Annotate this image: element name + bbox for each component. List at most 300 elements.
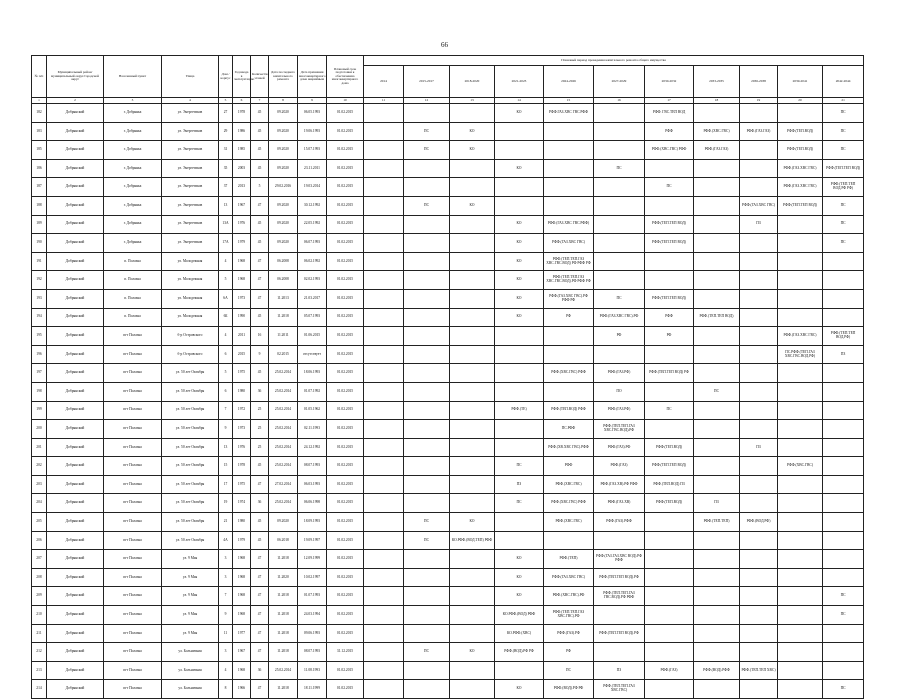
table-row — [32, 196, 864, 215]
table-row — [32, 364, 864, 383]
period-work-cell — [594, 141, 645, 160]
house-cell: 37 — [219, 178, 233, 197]
period-work-cell — [404, 234, 450, 253]
house-cell: 15 — [219, 457, 233, 476]
period-work-cell — [823, 661, 864, 680]
row-number: 185 — [32, 141, 47, 160]
header-period: 2030-2032 — [645, 66, 694, 98]
period-work-cell — [450, 475, 495, 494]
period-work-cell — [694, 401, 740, 420]
period-work-cell — [778, 550, 823, 569]
table-row — [32, 327, 864, 346]
period-work-cell — [594, 252, 645, 271]
municipality-cell: Добрянский — [47, 606, 104, 625]
house-cell: 21 — [219, 513, 233, 532]
row-number: 203 — [32, 475, 47, 494]
house-cell: 35 — [219, 159, 233, 178]
period-work-cell — [404, 457, 450, 476]
column-number: 2 — [47, 98, 104, 104]
period-work-cell — [740, 252, 778, 271]
period-work-cell: РФФ.(ГАЗ.ХВС ГВС) — [778, 327, 823, 346]
locality-cell: пгт Полазна — [104, 643, 162, 662]
period-work-cell — [404, 252, 450, 271]
floors-cell: 45 — [251, 457, 269, 476]
period-work-cell — [823, 271, 864, 290]
period-work-cell — [450, 401, 495, 420]
period-work-cell: РФФ — [645, 308, 694, 327]
period-work-cell — [364, 420, 404, 439]
street-cell: ул. Молодежная — [162, 289, 219, 308]
locality-cell: п. Полазна — [104, 271, 162, 290]
period-work-cell — [645, 550, 694, 569]
header-municipality: Муниципальный район/муниципальный округ/городской округ — [47, 56, 104, 98]
period-work-cell: РФФ.(ВОД).РФ РФ — [495, 643, 544, 662]
period-work-cell — [645, 643, 694, 662]
period-work-cell — [450, 271, 495, 290]
table-row — [32, 624, 864, 643]
municipality-cell: Добрянский — [47, 438, 104, 457]
period-work-cell — [544, 327, 594, 346]
period-work-cell — [450, 159, 495, 178]
house-cell: 3 — [219, 643, 233, 662]
municipality-cell: Добрянский — [47, 178, 104, 197]
last-repair-cell: 11.2018 — [269, 308, 298, 327]
period-work-cell — [364, 364, 404, 383]
deadline-cell: 01.02.2015 — [327, 661, 364, 680]
emergency-date-cell: 02.02.1993 — [298, 271, 327, 290]
period-work-cell: РФФ.(ТЕП.ТЕП ВОД) — [645, 457, 694, 476]
municipality-cell: Добрянский — [47, 382, 104, 401]
period-work-cell — [594, 178, 645, 197]
deadline-cell: 01.02.2015 — [327, 104, 364, 123]
emergency-date-cell: 18.06.1993 — [298, 364, 327, 383]
row-number: 190 — [32, 234, 47, 253]
header-period: 2024-2026 — [544, 66, 594, 98]
header-emergency-date: Дата признания многоквартирного дома аварийным — [298, 56, 327, 98]
period-work-cell — [740, 308, 778, 327]
row-number: 199 — [32, 401, 47, 420]
street-cell: ул. 50 лет Октября — [162, 420, 219, 439]
row-number: 206 — [32, 531, 47, 550]
period-work-cell: РФФ.(ХВС.ГВС).РФ — [544, 587, 594, 606]
street-cell: б-р Островского — [162, 345, 219, 364]
street-cell: ул. 9 Мая — [162, 568, 219, 587]
last-repair-cell: 11.2018 — [269, 606, 298, 625]
period-work-cell — [544, 345, 594, 364]
header-street: Улица — [162, 56, 219, 98]
period-work-cell — [404, 215, 450, 234]
last-repair-cell: 25.02.2014 — [269, 457, 298, 476]
period-work-cell — [495, 141, 544, 160]
row-number: 200 — [32, 420, 47, 439]
period-work-cell — [778, 104, 823, 123]
municipality-cell: Добрянский — [47, 661, 104, 680]
period-work-cell: ПС — [823, 234, 864, 253]
municipality-cell: Добрянский — [47, 643, 104, 662]
period-work-cell: ПС — [404, 643, 450, 662]
period-work-cell — [645, 531, 694, 550]
header-year-built: Год ввода в эксплуатацию — [233, 56, 251, 98]
year-cell: 2013 — [233, 178, 251, 197]
period-work-cell — [364, 196, 404, 215]
period-work-cell: КО — [495, 159, 544, 178]
period-work-cell — [495, 122, 544, 141]
year-cell: 1975 — [233, 364, 251, 383]
deadline-cell: 01.02.2015 — [327, 457, 364, 476]
period-work-cell — [694, 327, 740, 346]
period-work-cell — [450, 364, 495, 383]
locality-cell: п. Полазна — [104, 252, 162, 271]
period-work-cell — [645, 382, 694, 401]
period-work-cell: ПС — [823, 196, 864, 215]
period-work-cell: РФФ.(ГАЗ.ГАЗ.ХВС ВОД).РФ РФФ — [594, 550, 645, 569]
period-work-cell — [450, 289, 495, 308]
period-work-cell: РФФ.(ГАЗ) — [645, 661, 694, 680]
period-work-cell: ПС — [823, 104, 864, 123]
column-number: 15 — [544, 98, 594, 104]
period-work-cell — [645, 196, 694, 215]
street-cell: ул. Молодежная — [162, 271, 219, 290]
period-work-cell — [594, 104, 645, 123]
street-cell: ул. 50 лет Октября — [162, 494, 219, 513]
period-work-cell: РФФ.(ТЕП.ВОД) — [645, 494, 694, 513]
deadline-cell: 01.02.2015 — [327, 401, 364, 420]
locality-cell: г. Добрянка — [104, 234, 162, 253]
period-work-cell: КО — [450, 513, 495, 532]
last-repair-cell: 11.2018 — [269, 643, 298, 662]
period-work-cell: ПЗ — [823, 345, 864, 364]
municipality-cell: Добрянский — [47, 289, 104, 308]
period-work-cell — [450, 308, 495, 327]
house-cell: 4 — [219, 327, 233, 346]
period-work-cell — [495, 438, 544, 457]
emergency-date-cell: 05.07.1993 — [298, 308, 327, 327]
period-work-cell — [450, 661, 495, 680]
period-work-cell — [694, 159, 740, 178]
period-work-cell — [778, 364, 823, 383]
period-work-cell — [694, 420, 740, 439]
emergency-date-cell: 23.11.2011 — [298, 159, 327, 178]
period-work-cell — [694, 178, 740, 197]
table-row — [32, 661, 864, 680]
locality-cell: пгт Полазна — [104, 401, 162, 420]
house-cell: 5 — [219, 364, 233, 383]
municipality-cell: Добрянский — [47, 252, 104, 271]
table-row — [32, 252, 864, 271]
period-work-cell — [495, 420, 544, 439]
row-number: 207 — [32, 550, 47, 569]
period-work-cell — [495, 382, 544, 401]
emergency-date-cell: 08.07.1993 — [298, 643, 327, 662]
row-number: 188 — [32, 196, 47, 215]
period-work-cell — [778, 643, 823, 662]
period-work-cell — [740, 401, 778, 420]
period-work-cell — [778, 252, 823, 271]
period-work-cell — [364, 457, 404, 476]
column-number: 19 — [740, 98, 778, 104]
municipality-cell: Добрянский — [47, 420, 104, 439]
table-row — [32, 438, 864, 457]
column-number: 16 — [594, 98, 645, 104]
last-repair-cell: 11.2013 — [269, 289, 298, 308]
period-work-cell — [404, 624, 450, 643]
period-work-cell — [404, 178, 450, 197]
house-cell: 9 — [219, 606, 233, 625]
municipality-cell: Добрянский — [47, 587, 104, 606]
period-work-cell: КО — [450, 122, 495, 141]
municipality-cell: Добрянский — [47, 159, 104, 178]
period-work-cell: ПЗ — [694, 494, 740, 513]
floors-cell: 45 — [251, 141, 269, 160]
emergency-date-cell: 10.02.1997 — [298, 568, 327, 587]
period-work-cell: РФФ.(ГАЗ.ХВС ГВС) — [740, 196, 778, 215]
header-locality: Населенный пункт — [104, 56, 162, 98]
floors-cell: 45 — [251, 531, 269, 550]
municipality-cell: Добрянский — [47, 215, 104, 234]
street-cell: ул. Энергетиков — [162, 122, 219, 141]
period-work-cell — [450, 345, 495, 364]
street-cell: ул. Энергетиков — [162, 178, 219, 197]
locality-cell: пгт Полазна — [104, 531, 162, 550]
period-work-cell — [364, 178, 404, 197]
period-work-cell — [364, 141, 404, 160]
emergency-date-cell: 21.03.2017 — [298, 289, 327, 308]
period-work-cell — [778, 289, 823, 308]
period-work-cell: РФФ.(ХВС.ГВС) РФФ — [544, 364, 594, 383]
street-cell: ул. 50 лет Октября — [162, 475, 219, 494]
house-cell: 31 — [219, 141, 233, 160]
period-work-cell — [364, 438, 404, 457]
municipality-cell: Добрянский — [47, 271, 104, 290]
period-work-cell: КО — [495, 289, 544, 308]
year-cell: 1973 — [233, 289, 251, 308]
last-repair-cell: 11.2011 — [269, 327, 298, 346]
last-repair-cell: 09.2020 — [269, 234, 298, 253]
period-work-cell: РФФ.(ТЕП.ТЕП ВОД) — [823, 159, 864, 178]
floors-cell: 47 — [251, 624, 269, 643]
period-work-cell — [495, 178, 544, 197]
last-repair-cell: 29.02.2016 — [269, 178, 298, 197]
emergency-date-cell: 01.07.1993 — [298, 587, 327, 606]
period-work-cell: РФФ.(ГАЗ.ХВС ГВС).РФ — [594, 308, 645, 327]
period-work-cell — [694, 104, 740, 123]
row-number: 198 — [32, 382, 47, 401]
period-work-cell: РФФ.(ХВС.ГВС) — [544, 513, 594, 532]
house-cell: 6Б — [219, 308, 233, 327]
year-cell: 1979 — [233, 531, 251, 550]
period-work-cell: РФФ.(ГАЗ.РФ) — [594, 364, 645, 383]
period-work-cell — [694, 457, 740, 476]
header-period: 2042-2044 — [823, 66, 864, 98]
house-cell: 3 — [219, 568, 233, 587]
last-repair-cell: 09.2020 — [269, 513, 298, 532]
period-work-cell: РФФ.(ГАЗ) — [594, 457, 645, 476]
period-work-cell — [404, 587, 450, 606]
period-work-cell — [364, 345, 404, 364]
period-work-cell — [778, 568, 823, 587]
house-cell: 19 — [219, 494, 233, 513]
emergency-date-cell: 15.07.1993 — [298, 141, 327, 160]
period-work-cell — [404, 568, 450, 587]
last-repair-cell: 11.2020 — [269, 568, 298, 587]
period-work-cell: РФФ.(ВОД).РФФ — [694, 661, 740, 680]
floors-cell: 25 — [251, 438, 269, 457]
period-work-cell — [544, 196, 594, 215]
period-work-cell — [740, 327, 778, 346]
column-number: 1 — [32, 98, 47, 104]
period-work-cell — [694, 643, 740, 662]
emergency-date-cell: 19.06.1993 — [298, 122, 327, 141]
period-work-cell — [694, 345, 740, 364]
last-repair-cell: 09.2020 — [269, 122, 298, 141]
period-work-cell — [450, 420, 495, 439]
deadline-cell: 01.02.2015 — [327, 438, 364, 457]
deadline-cell: 01.02.2015 — [327, 420, 364, 439]
period-work-cell: РФФ.(ТЕП.ТЕП.ГАЗ ХВС.ГВС.ВОД).РФ — [594, 420, 645, 439]
period-work-cell — [645, 271, 694, 290]
period-work-cell: ПС — [694, 382, 740, 401]
locality-cell: г. Добрянка — [104, 159, 162, 178]
period-work-cell: РФФ. ГВС.ТЕП ВОД — [645, 104, 694, 123]
period-work-cell — [645, 587, 694, 606]
period-work-cell — [364, 531, 404, 550]
row-number: 212 — [32, 643, 47, 662]
year-cell: 1976 — [233, 215, 251, 234]
street-cell: ул. 50 лет Октября — [162, 513, 219, 532]
locality-cell: пгт Полазна — [104, 587, 162, 606]
period-work-cell: РФФ.(ГАЗ).РФ — [594, 438, 645, 457]
period-work-cell — [740, 475, 778, 494]
period-work-cell: РФФ.(ГАЗ.ГАЗ) — [694, 141, 740, 160]
deadline-cell: 01.02.2015 — [327, 234, 364, 253]
year-cell: 1968 — [233, 587, 251, 606]
period-work-cell: РФФ.(ТЕП.ТЕП.ГАЗ ГВС.ВОД).РФ РФФ — [594, 587, 645, 606]
period-work-cell — [740, 680, 778, 699]
period-work-cell: РФФ.(ГАЗ.ХВС ГВС) — [544, 568, 594, 587]
house-cell: 11 — [219, 624, 233, 643]
period-work-cell — [778, 308, 823, 327]
period-work-cell — [823, 401, 864, 420]
period-work-cell — [740, 531, 778, 550]
last-repair-cell: 11.2018 — [269, 550, 298, 569]
period-work-cell: РФФ.(ТЕП.ТЕП) — [694, 513, 740, 532]
period-work-cell — [694, 680, 740, 699]
municipality-cell: Добрянский — [47, 401, 104, 420]
period-work-cell — [364, 624, 404, 643]
period-work-cell — [645, 513, 694, 532]
year-cell: 1976 — [233, 438, 251, 457]
period-work-cell — [404, 159, 450, 178]
header-house: Дом / корпус — [219, 56, 233, 98]
header-period: 2014 — [364, 66, 404, 98]
row-number: 208 — [32, 568, 47, 587]
last-repair-cell: 25.02.2014 — [269, 494, 298, 513]
deadline-cell: 01.02.2015 — [327, 587, 364, 606]
period-work-cell — [740, 141, 778, 160]
deadline-cell: 31.12.2015 — [327, 643, 364, 662]
deadline-cell: 01.02.2015 — [327, 531, 364, 550]
last-repair-cell: 09.2020 — [269, 104, 298, 123]
year-cell: 1985 — [233, 141, 251, 160]
municipality-cell: Добрянский — [47, 308, 104, 327]
period-work-cell — [594, 196, 645, 215]
period-work-cell: РФФ.(ТЕП.ВОД) ПЗ — [645, 475, 694, 494]
period-work-cell — [404, 271, 450, 290]
period-work-cell — [364, 104, 404, 123]
period-work-cell: РФФ.(ТЕП.ТЕП ВОД) РФ — [645, 364, 694, 383]
period-work-cell: ПС — [823, 680, 864, 699]
deadline-cell: 01.02.2015 — [327, 382, 364, 401]
municipality-cell: Добрянский — [47, 141, 104, 160]
period-work-cell — [823, 643, 864, 662]
table-row — [32, 382, 864, 401]
period-work-cell — [404, 327, 450, 346]
street-cell: ул. 50 лет Октября — [162, 531, 219, 550]
period-work-cell: РФФ.(ГАЗ).РФ — [544, 624, 594, 643]
floors-cell: 45 — [251, 104, 269, 123]
municipality-cell: Добрянский — [47, 550, 104, 569]
period-work-cell — [364, 606, 404, 625]
period-work-cell: ПС — [495, 457, 544, 476]
deadline-cell: 01.02.2015 — [327, 494, 364, 513]
page-number: 66 — [441, 41, 448, 49]
locality-cell: пгт Полазна — [104, 550, 162, 569]
locality-cell: пгт Полазна — [104, 420, 162, 439]
period-work-cell — [594, 643, 645, 662]
period-work-cell — [450, 178, 495, 197]
floors-cell: 47 — [251, 475, 269, 494]
period-work-cell — [645, 345, 694, 364]
house-cell: 6 — [219, 382, 233, 401]
year-cell: 1980 — [233, 513, 251, 532]
period-work-cell — [740, 550, 778, 569]
column-number: 17 — [645, 98, 694, 104]
street-cell: ул. 50 лет Октября — [162, 438, 219, 457]
period-work-cell — [364, 289, 404, 308]
year-cell: 1967 — [233, 643, 251, 662]
period-work-cell — [740, 234, 778, 253]
emergency-date-cell: 02.11.1993 — [298, 420, 327, 439]
period-work-cell — [823, 550, 864, 569]
period-work-cell: КО — [495, 215, 544, 234]
period-work-cell: РФФ.(ГАЗ.ХВС ГВС) — [544, 234, 594, 253]
period-work-cell — [740, 606, 778, 625]
period-work-cell — [450, 438, 495, 457]
table-row — [32, 401, 864, 420]
house-cell: 8 — [219, 680, 233, 699]
deadline-cell: 01.02.2015 — [327, 308, 364, 327]
emergency-date-cell: 01.06.2015 — [298, 327, 327, 346]
period-work-cell: РФФ.(ХВС.ГВС) — [694, 122, 740, 141]
locality-cell: пгт Полазна — [104, 606, 162, 625]
period-work-cell — [364, 234, 404, 253]
period-work-cell: РФФ.(ТЕП.ТЕП.ГАЗ ХВС.ГВС.ВОД) РФ РФФ РФ — [544, 252, 594, 271]
deadline-cell: 01.02.2015 — [327, 196, 364, 215]
deadline-cell: 01.02.2015 — [327, 327, 364, 346]
period-work-cell — [450, 568, 495, 587]
table-row — [32, 680, 864, 699]
period-work-cell — [364, 308, 404, 327]
period-work-cell — [364, 513, 404, 532]
period-work-cell — [364, 643, 404, 662]
column-number: 14 — [495, 98, 544, 104]
row-number: 187 — [32, 178, 47, 197]
street-cell: ул. Энергетиков — [162, 159, 219, 178]
street-cell: ул. 50 лет Октября — [162, 364, 219, 383]
street-cell: б-р Островского — [162, 327, 219, 346]
period-work-cell: РФФ.(ТЕП.ВОД) РФФ — [544, 401, 594, 420]
period-work-cell: ПС.РФФ.(ТЕП.ГАЗ ХВС.ГВС.ВОД.РФ) — [778, 345, 823, 364]
